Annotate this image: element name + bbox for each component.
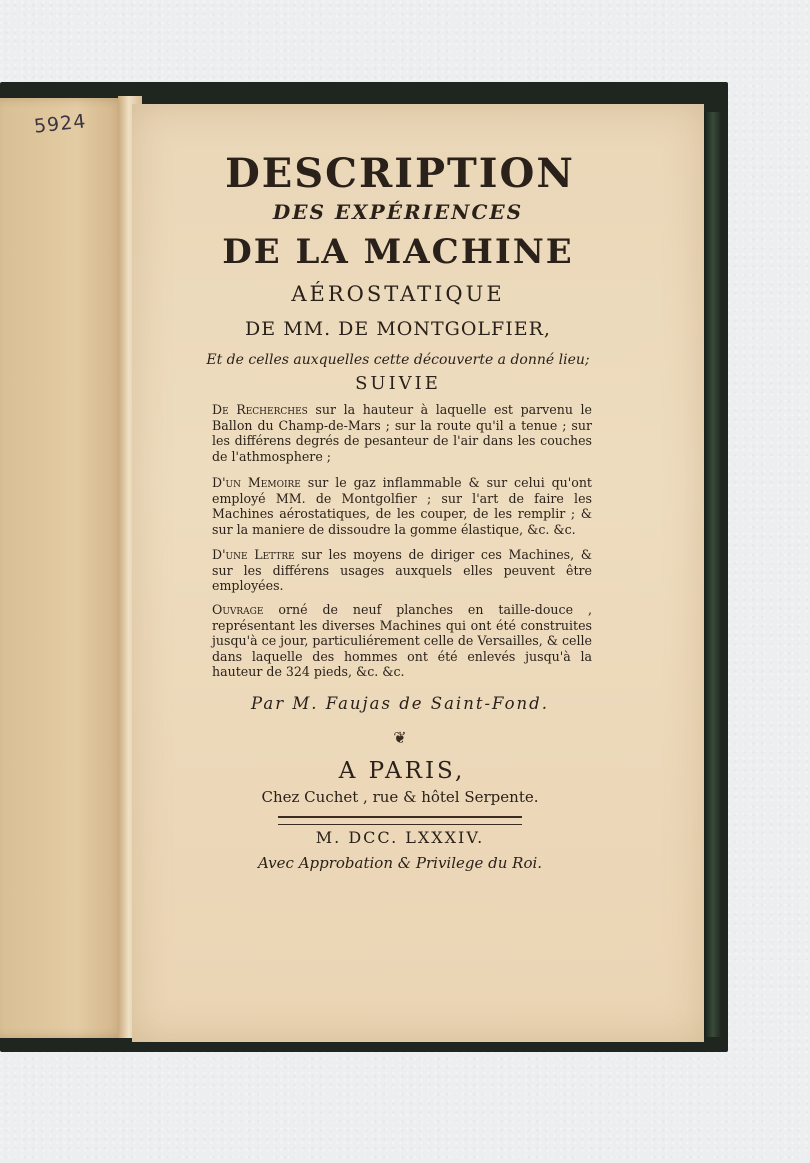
paragraph-lead: D'une Lettre: [212, 547, 295, 562]
paragraph-lead: De Recherches: [212, 402, 308, 417]
paragraph-recherches: [212, 402, 592, 464]
paragraph-text: sur la hauteur à laquelle est parvenu le Ballon du Champ-de-Mars ; sur la route qu'il a tenue ; sur les différens degrés de pesanteur de l'air dans les couches de l'athmosphere ;: [212, 402, 593, 464]
imprint-publisher: Chez Cuchet , rue & hôtel Serpente.: [261, 788, 539, 806]
paragraph-lead: D'un Memoire: [212, 475, 301, 490]
paragraph-memoire: [212, 475, 592, 537]
left-endpaper: [0, 98, 128, 1038]
paragraph-text: orné de neuf planches en taille-douce , représentant les diverses Machines qui ont été construites jusqu'à ce jour, particuliérement celle de Versailles, & celle dans laquelle des hommes ont été enlevés jusqu'à la hauteur de 324 pieds, &c. &c.: [212, 602, 592, 679]
title-line-aerostatique: AÉROSTATIQUE: [291, 282, 505, 306]
handwritten-shelfmark: 5924: [32, 110, 88, 138]
imprint-year: M. DCC. LXXXIV.: [315, 828, 485, 847]
title-line-description: DESCRIPTION: [225, 150, 575, 197]
title-line-experiences: DES EXPÉRIENCES: [272, 200, 524, 224]
paragraph-lettre: [212, 547, 592, 594]
fleuron-ornament: ❦: [393, 728, 407, 747]
title-line-montgolfier: DE MM. DE MONTGOLFIER,: [245, 318, 551, 340]
paragraph-lead: Ouvrage: [212, 602, 264, 617]
paragraph-ouvrage: [212, 602, 592, 680]
title-line-machine: DE LA MACHINE: [222, 232, 574, 272]
author-line: Par M. Faujas de Saint-Fond.: [251, 694, 549, 713]
imprint-privilege: Avec Approbation & Privilege du Roi.: [257, 854, 543, 872]
paragraph-text: sur les moyens de diriger ces Machines, & sur les différens usages auxquels elles peuvent être employées.: [212, 547, 592, 593]
decorative-rule: [278, 816, 522, 825]
imprint-city: A PARIS,: [338, 758, 466, 784]
paragraph-text: sur le gaz inflammable & sur celui qu'ont employé MM. de Montgolfier ; sur l'art de faire les Machines aérostatiques, de les couper, de les remplir ; & sur la maniere de dissoudre la gomme élastique, &c. &c.: [212, 475, 592, 537]
title-line-subtitle: Et de celles auxquelles cette découverte a donné lieu;: [206, 352, 590, 368]
title-line-suivie: SUIVIE: [355, 373, 441, 394]
